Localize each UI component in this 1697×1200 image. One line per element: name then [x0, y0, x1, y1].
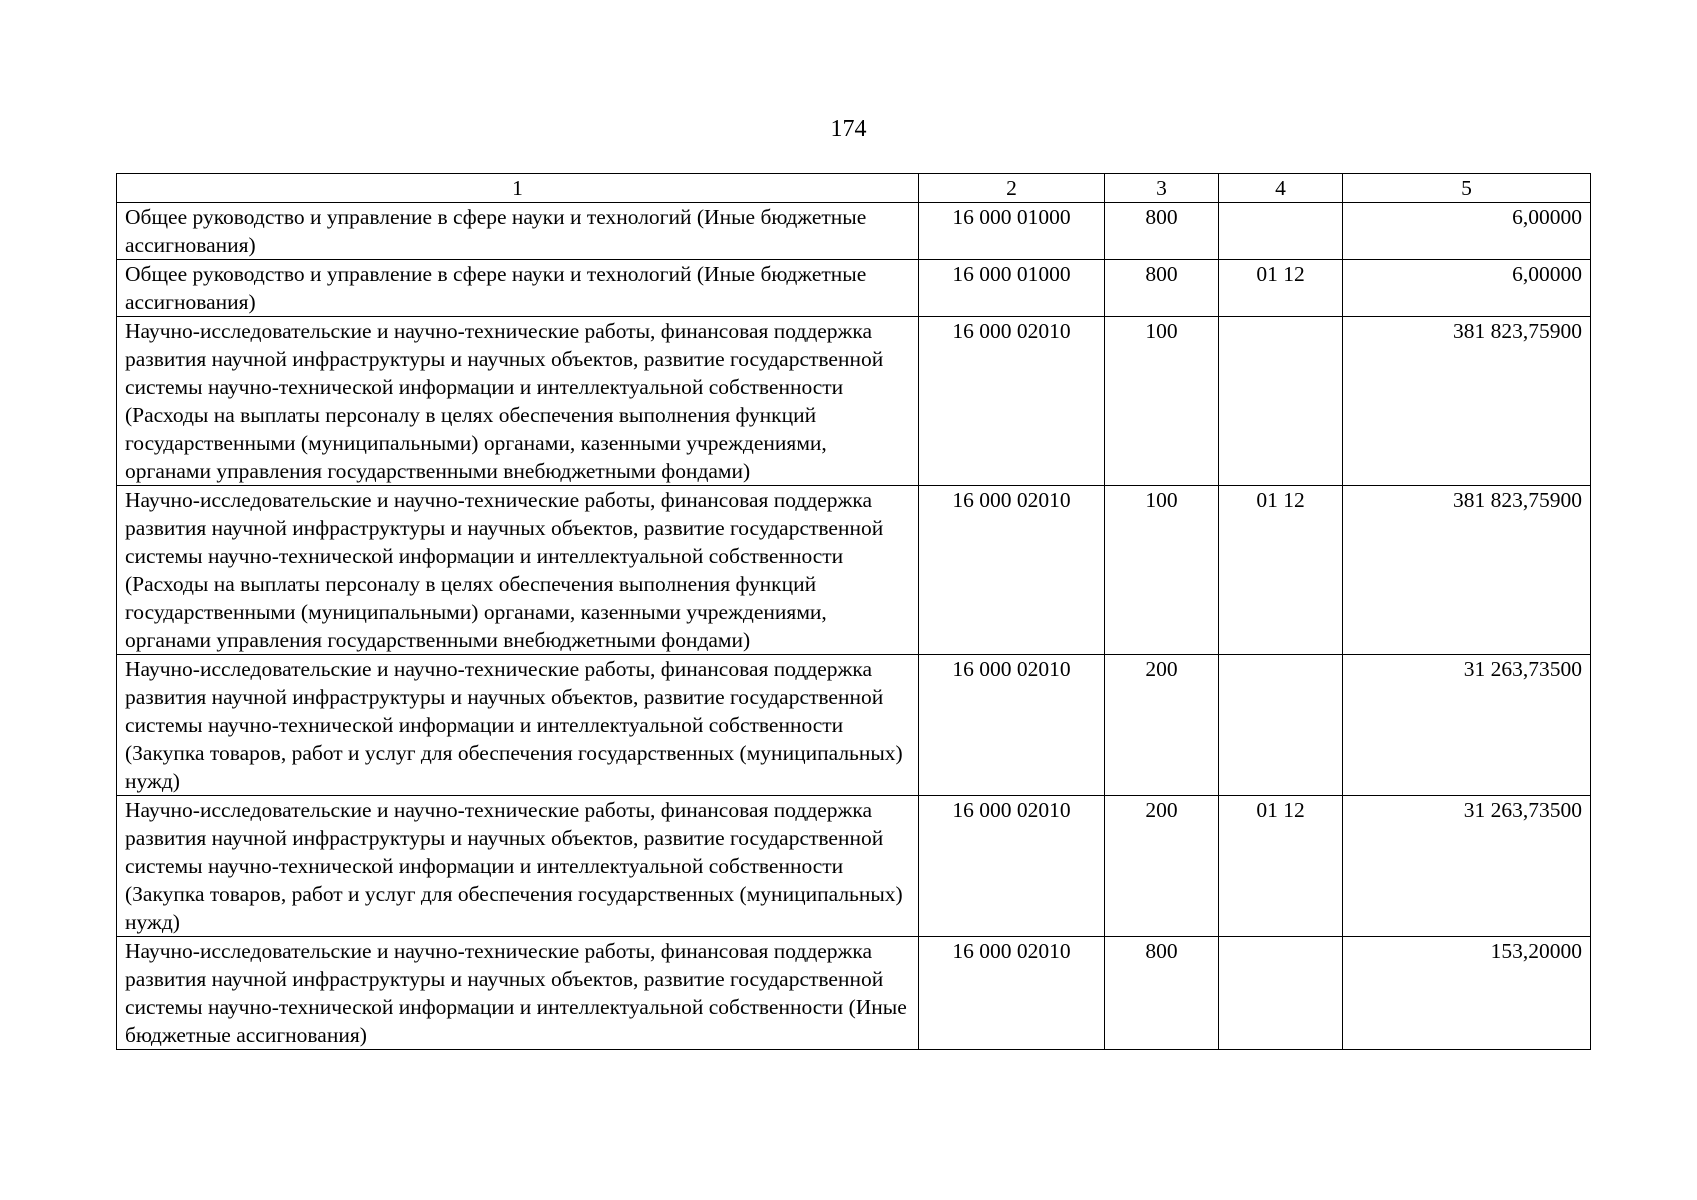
header-col-2: 2	[919, 174, 1105, 203]
table-row	[117, 317, 1591, 486]
row-amount: 6,00000	[1343, 260, 1591, 317]
row-expense-type: 800	[1105, 937, 1219, 1050]
table-row	[117, 260, 1591, 317]
row-amount: 31 263,73500	[1343, 655, 1591, 796]
row-target-article: 16 000 02010	[919, 655, 1105, 796]
row-section: 01 12	[1219, 260, 1343, 317]
page-number: 174	[830, 116, 867, 142]
table-row	[117, 937, 1591, 1050]
row-target-article: 16 000 02010	[919, 317, 1105, 486]
row-description: Научно-исследовательские и научно-технические работы, финансовая поддержка развития научной инфраструктуры и научных объектов, развитие государственной системы научно-технической информации и интеллектуальной собственности (Закупка товаров, работ и услуг для обеспечения государственных (муниципальных) нужд)	[117, 655, 919, 796]
header-col-3: 3	[1105, 174, 1219, 203]
row-target-article: 16 000 02010	[919, 796, 1105, 937]
table-row	[117, 203, 1591, 260]
row-expense-type: 100	[1105, 317, 1219, 486]
row-description: Научно-исследовательские и научно-технические работы, финансовая поддержка развития научной инфраструктуры и научных объектов, развитие государственной системы научно-технической информации и интеллектуальной собственности (Расходы на выплаты персоналу в целях обеспечения выполнения функций государственными (муниципальными) органами, казенными учреждениями, органами управления государственными внебюджетными фондами)	[117, 486, 919, 655]
table-header-row	[117, 174, 1591, 203]
row-target-article: 16 000 01000	[919, 203, 1105, 260]
row-description: Научно-исследовательские и научно-технические работы, финансовая поддержка развития научной инфраструктуры и научных объектов, развитие государственной системы научно-технической информации и интеллектуальной собственности (Иные бюджетные ассигнования)	[117, 937, 919, 1050]
row-amount: 6,00000	[1343, 203, 1591, 260]
row-section	[1219, 317, 1343, 486]
row-amount: 153,20000	[1343, 937, 1591, 1050]
row-amount: 31 263,73500	[1343, 796, 1591, 937]
header-col-5: 5	[1343, 174, 1591, 203]
table-row	[117, 796, 1591, 937]
header-col-1: 1	[117, 174, 919, 203]
row-section	[1219, 203, 1343, 260]
row-section: 01 12	[1219, 486, 1343, 655]
row-description: Общее руководство и управление в сфере науки и технологий (Иные бюджетные ассигнования)	[117, 260, 919, 317]
row-description: Общее руководство и управление в сфере науки и технологий (Иные бюджетные ассигнования)	[117, 203, 919, 260]
row-expense-type: 800	[1105, 260, 1219, 317]
row-amount: 381 823,75900	[1343, 317, 1591, 486]
row-expense-type: 100	[1105, 486, 1219, 655]
row-target-article: 16 000 02010	[919, 486, 1105, 655]
table-row	[117, 655, 1591, 796]
table-row	[117, 486, 1591, 655]
row-section: 01 12	[1219, 796, 1343, 937]
header-col-4: 4	[1219, 174, 1343, 203]
row-description: Научно-исследовательские и научно-технические работы, финансовая поддержка развития научной инфраструктуры и научных объектов, развитие государственной системы научно-технической информации и интеллектуальной собственности (Расходы на выплаты персоналу в целях обеспечения выполнения функций государственными (муниципальными) органами, казенными учреждениями, органами управления государственными внебюджетными фондами)	[117, 317, 919, 486]
budget-table	[116, 173, 1591, 1050]
row-description: Научно-исследовательские и научно-технические работы, финансовая поддержка развития научной инфраструктуры и научных объектов, развитие государственной системы научно-технической информации и интеллектуальной собственности (Закупка товаров, работ и услуг для обеспечения государственных (муниципальных) нужд)	[117, 796, 919, 937]
row-target-article: 16 000 01000	[919, 260, 1105, 317]
row-amount: 381 823,75900	[1343, 486, 1591, 655]
row-section	[1219, 655, 1343, 796]
row-expense-type: 800	[1105, 203, 1219, 260]
row-expense-type: 200	[1105, 796, 1219, 937]
row-section	[1219, 937, 1343, 1050]
row-target-article: 16 000 02010	[919, 937, 1105, 1050]
row-expense-type: 200	[1105, 655, 1219, 796]
